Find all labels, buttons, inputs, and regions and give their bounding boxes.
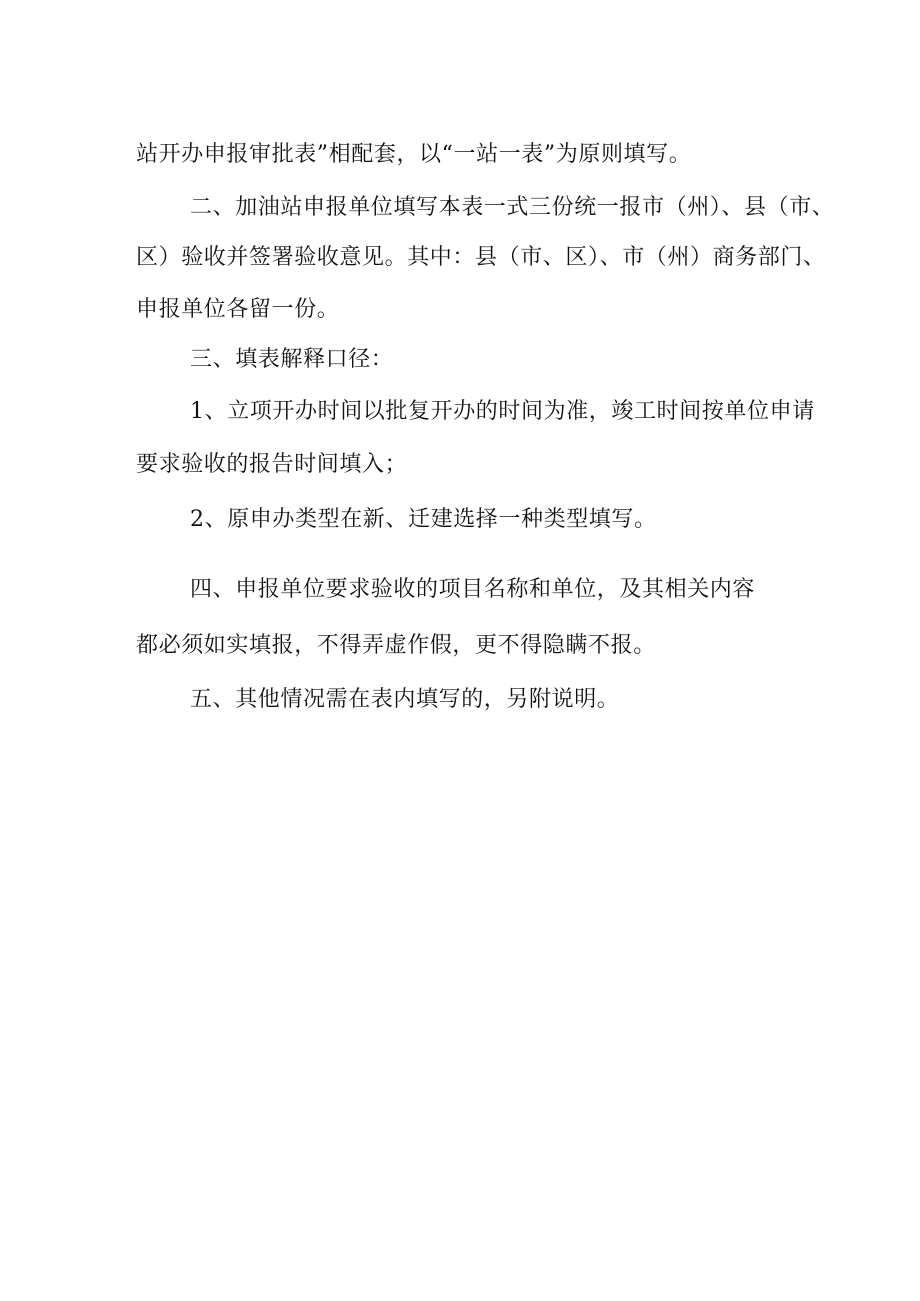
paragraph-line-11: 五、其他情况需在表内填写的，另附说明。 [190, 687, 620, 712]
paragraph-line-1: 站开办申报审批表”相配套，以“一站一表”为原则填写。 [136, 142, 692, 167]
paragraph-line-2: 二、加油站申报单位填写本表一式三份统一报市（州）、县（市、 [190, 195, 835, 220]
paragraph-line-6: 1、立项开办时间以批复开办的时间为准，竣工时间按单位申请 [190, 399, 815, 424]
paragraph-line-3: 区）验收并签署验收意见。其中：县（市、区）、市（州）商务部门、 [136, 245, 826, 270]
paragraph-line-10: 都必须如实填报，不得弄虚作假，更不得隐瞒不报。 [136, 633, 656, 658]
paragraph-line-9: 四、申报单位要求验收的项目名称和单位，及其相关内容 [190, 577, 756, 602]
paragraph-line-5: 三、填表解释口径： [190, 347, 394, 372]
paragraph-line-7: 要求验收的报告时间填入； [136, 452, 408, 477]
paragraph-line-4: 申报单位各留一份。 [136, 297, 340, 322]
paragraph-line-8: 2、原申办类型在新、迁建选择一种类型填写。 [190, 507, 657, 532]
